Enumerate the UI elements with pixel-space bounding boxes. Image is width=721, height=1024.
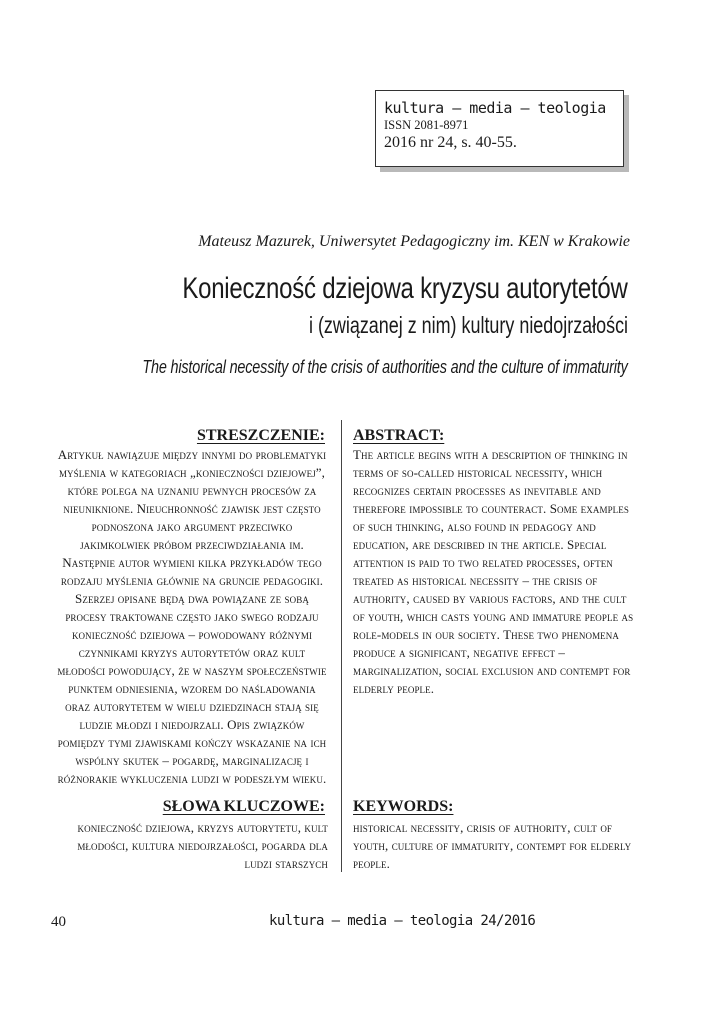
journal-issue: 2016 nr 24, s. 40-55. [384,134,517,151]
journal-title: kultura – media – teologia [384,99,606,117]
keywords-text: historical necessity, crisis of authority, cult of youth, culture of immaturity, contempt for elderly people. [353,820,632,871]
slowa-kluczowe-heading: SŁOWA KLUCZOWE: [162,798,325,815]
streszczenie-text: Artykuł nawiązuje między innymi do problematyki myślenia w kategoriach „konieczności dziejowej”, które polega na uznaniu pewnych procesów za nieuniknione. Nieuchronność zjawisk jest często podnoszona jako argument przeciwko jakimkolwiek próbom przeciwdziałania im. Następnie autor wymieni kilka przykładów tego rodzaju myślenia głównie na gruncie pedagogiki. Szerzej opisane będą dwa powiązane ze sobą procesy traktowane często jako swego rodzaju konieczność dziejowa – powodowany różnymi czynnikami kryzys autorytetów oraz kult młodości powodujący, że w naszym społeczeństwie punktem odniesienia, wzorem do naśladowania oraz autorytetem w wielu dziedzinach stają się ludzie młodzi i niedojrzali. Opis związków pomiędzy tymi zjawiskami kończy wskazanie na ich wspólny skutek – pogardę, marginalizację i różnorakie wykluczenia ludzi w podeszłym wieku. [57,447,327,786]
abstract-text: The article begins with a description of thinking in terms of so-called historical necessity, which recognizes certain processes as inevitable and therefore impossible to counteract. Some examples of such thinking, also found in pedagogy and education, are described in the article. Special attention is paid to two related processes, often treated as historical necessity – the crisis of authority, caused by various factors, and the cult of youth, which casts young and immature people as role-models in our society. These two phenomena produce a significant, negative effect – marginalization, social exclusion and contempt for elderly people. [353,447,634,696]
keywords-heading: KEYWORDS: [353,798,454,815]
footer-journal: kultura – media – teologia 24/2016 [269,913,536,929]
abstract-heading: ABSTRACT: [353,427,445,444]
streszczenie-heading: STRESZCZENIE: [196,427,325,444]
article-subtitle: i (związanej z nim) kultury niedojrzałości [308,312,628,338]
author-line: Mateusz Mazurek, Uniwersytet Pedagogiczny im. KEN w Krakowie [198,233,630,250]
article-title: Konieczność dziejowa kryzysu autorytetów [182,272,628,305]
journal-issn: ISSN 2081-8971 [384,118,469,132]
slowa-kluczowe-text: konieczność dziejowa, kryzys autorytetu, kult młodości, kultura niedojrzałości, pogarda dla ludzi starszych [77,820,328,871]
column-divider [341,420,342,872]
page-number: 40 [51,914,66,930]
journal-info-box [375,90,624,167]
article-title-english: The historical necessity of the crisis of authorities and the culture of immaturity [142,357,628,377]
